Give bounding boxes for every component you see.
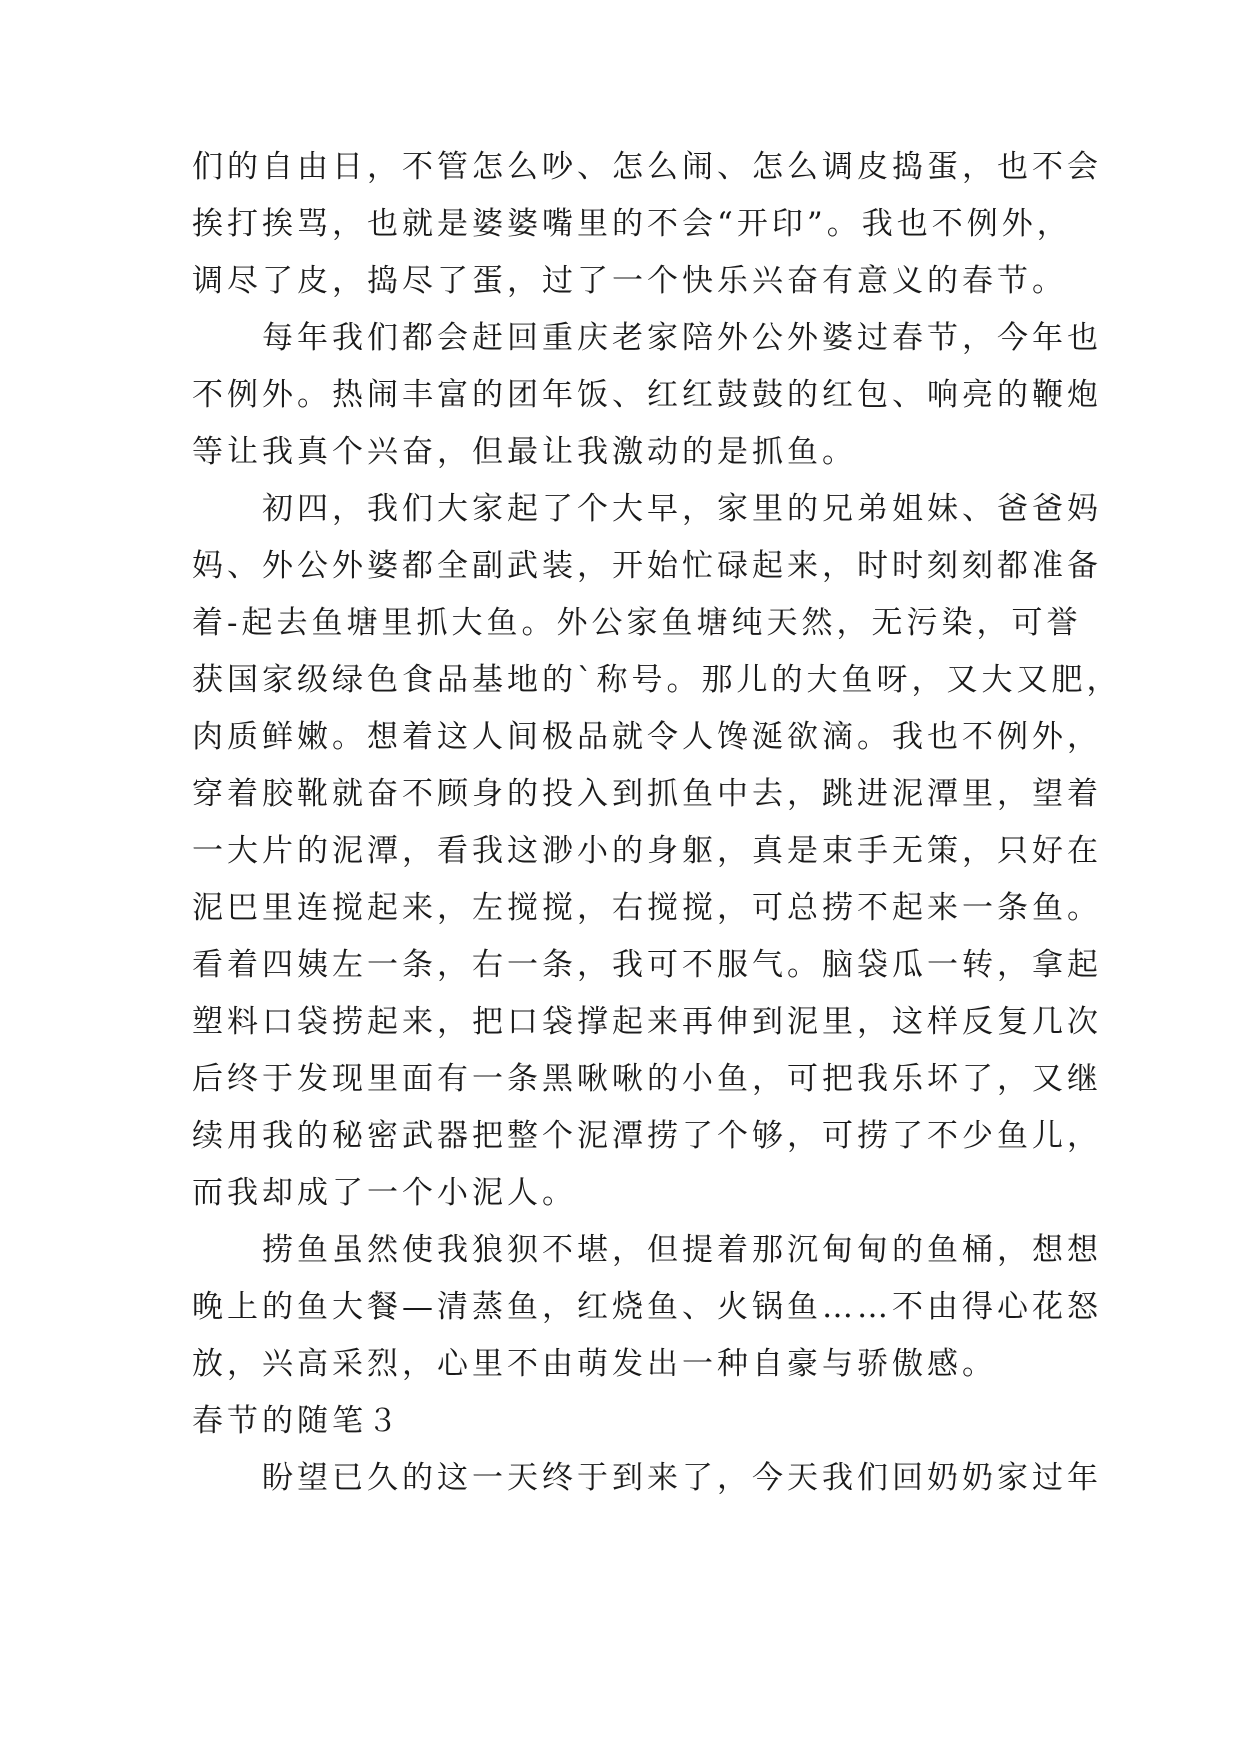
text-line: 晚上的鱼大餐—清蒸鱼，红烧鱼、火锅鱼……不由得心花怒 [192, 1289, 1102, 1325]
text-line: 而我却成了一个小泥人。 [192, 1175, 577, 1211]
text-line: 获国家级绿色食品基地的`称号。那儿的大鱼呀，又大又肥， [192, 662, 1122, 698]
text-line: 泥巴里连搅起来，左搅搅，右搅搅，可总捞不起来一条鱼。 [192, 890, 1102, 926]
text-line: 调尽了皮，捣尽了蛋，过了一个快乐兴奋有意义的春节。 [192, 263, 1067, 299]
text-line: 放，兴高采烈，心里不由萌发出一种自豪与骄傲感。 [192, 1346, 997, 1382]
text-line: 塑料口袋捞起来，把口袋撑起来再伸到泥里，这样反复几次 [192, 1004, 1102, 1040]
text-line: 一大片的泥潭，看我这渺小的身躯，真是束手无策，只好在 [192, 833, 1102, 869]
paragraph-first-line: 盼望已久的这一天终于到来了，今天我们回奶奶家过年 [192, 1460, 1102, 1496]
text-line: 挨打挨骂，也就是婆婆嘴里的不会“开印”。我也不例外， [192, 206, 1072, 242]
text-line: 后终于发现里面有一条黑啾啾的小鱼，可把我乐坏了，又继 [192, 1061, 1102, 1097]
text-line: 着-起去鱼塘里抓大鱼。外公家鱼塘纯天然，无污染，可誉 [192, 605, 1082, 641]
paragraph-first-line: 初四，我们大家起了个大早，家里的兄弟姐妹、爸爸妈 [192, 491, 1102, 527]
text-line: 妈、外公外婆都全副武装，开始忙碌起来，时时刻刻都准备 [192, 548, 1102, 584]
text-line: 看着四姨左一条，右一条，我可不服气。脑袋瓜一转，拿起 [192, 947, 1102, 983]
text-line: 穿着胶靴就奋不顾身的投入到抓鱼中去，跳进泥潭里，望着 [192, 776, 1102, 812]
paragraph-first-line: 捞鱼虽然使我狼狈不堪，但提着那沉甸甸的鱼桶，想想 [192, 1232, 1102, 1268]
text-line: 肉质鲜嫩。想着这人间极品就令人馋涎欲滴。我也不例外， [192, 719, 1102, 755]
text-line: 不例外。热闹丰富的团年饭、红红鼓鼓的红包、响亮的鞭炮 [192, 377, 1102, 413]
text-line: 们的自由日，不管怎么吵、怎么闹、怎么调皮捣蛋，也不会 [192, 149, 1102, 185]
text-line: 续用我的秘密武器把整个泥潭捞了个够，可捞了不少鱼儿， [192, 1118, 1102, 1154]
section-heading: 春节的随笔３ [192, 1403, 402, 1439]
paragraph-first-line: 每年我们都会赶回重庆老家陪外公外婆过春节，今年也 [192, 320, 1102, 356]
text-line: 等让我真个兴奋，但最让我激动的是抓鱼。 [192, 434, 857, 470]
